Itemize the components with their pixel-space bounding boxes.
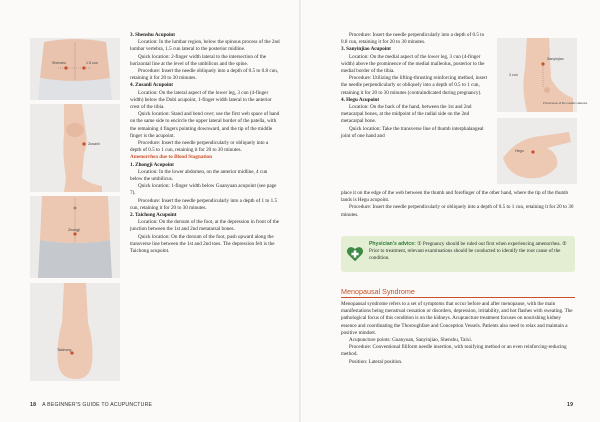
shenshu-quick-location: Quick location: 2-finger width lateral to the intersection of the horizontal line at the level of the umbilicus and the spine. [130,53,267,67]
heart-plus-icon [346,245,364,263]
taichong-fig-label: Taichong [57,348,72,352]
zusanli-quick-location: Quick location: Stand and bend over; use the first web space of hand on the same side to encircle the upper lateral border of the patella, with the remaining 4 fingers pointing downward, and the tip of the middle finger is the acupoint. [130,111,280,139]
leg-illustration [30,104,120,192]
figure-hand [497,118,577,184]
foot-illustration [30,283,120,381]
hegu-location: Location: On the back of the hand, between the 1st and 2nd metacarpal bones, at the midpoint of the radial side on the 2nd metacarpal bone. [341,104,472,125]
left-page-number: 18 [30,402,37,408]
lower-back-illustration [30,38,120,100]
figure-ankle [497,38,588,112]
shenshu-location: Location: In the lumbar region, below the spinous process of the 2nd lumbar vertebra, 1.5 cun lateral to the posterior midline. [130,39,280,53]
right-page-number: 19 [567,402,574,408]
shenshu-heading: 3. Shenshu Acupoint [130,32,176,38]
left-page [0,0,299,422]
sanyinjiao-procedure: Procedure: Utilizing the lifting-thrusting reinforcing method, insert the needle perpendicularly or obliquely into a depth of 0.5 to 1 cun, retaining it for 20 to 30 minutes (contraindicated during pregnancy). [341,75,488,96]
physician-advice-box [341,236,575,272]
hegu-fig-label: Hegu [515,149,524,153]
shenshu-fig-label: Shenshu [52,61,67,65]
hegu-heading: 4. Hegu Acupoint [341,96,380,103]
sanyinjiao-location: Location: On the medial aspect of the lower leg, 3 cun (4-finger width) above the prominence of the medial malleolus, posterior to the medial border of the tibia. [341,53,485,75]
left-text-column [130,32,280,255]
hegu-quick-location-start: Quick location: Take the transverse line of thumb interphalangeal joint of one hand and [341,125,484,139]
zhongji-location: Location: In the lower abdomen, on the anterior midline, 4 cun below the umbilicus. [130,168,268,183]
physician-advice-body: ① Pregnancy should be ruled out first when experiencing amenorrhea. ② Prior to treatment, relevant examinations should be conducted to identify the root cause of the condition. [369,241,567,261]
menopause-acupoints: Acupuncture points: Guanyuan, Sanyinjiao, Shenshu, Taixi. [349,337,473,344]
right-page [301,0,600,422]
menopause-procedure: Procedure: Conventional filiform needle insertion, with tonifying method or an even reinforcing-reducing method. [341,344,567,358]
abdomen-illustration [30,196,120,278]
zhongji-heading: 1. Zhongji Acupoint [130,161,174,168]
zusanli-fig-label: Zusanli [88,142,100,146]
sanyinjiao-heading: 3. Sanyinjiao Acupoint [341,46,391,53]
physician-advice-label: Physician's advice: [369,241,416,247]
shenshu-cun-label: 1.5 cun [86,61,98,65]
figure-lower-back [30,38,120,100]
zusanli-location: Location: On the lateral aspect of the lower leg, 3 cun (4-finger width) below the Dubi acupoint, 1-finger width lateral to the anterior crest of the tibia. [130,89,272,111]
malleolus-fig-label: Prominence of the medial malleolus [543,101,588,105]
taichong-quick-location: Quick location: On the dorsum of the foot, push upward along the transverse line between the 1st and 2nd toes. The depression felt is the Taichong acupoint. [130,233,275,255]
hegu-procedure: Procedure: Insert the needle perpendicularly or obliquely into a depth of 0.5 to 1 cun, retaining it for 20 to 30 minutes. [341,204,574,218]
menopause-text [341,301,575,366]
menopause-paragraph: Menopausal syndrome refers to a set of symptoms that occur before and after menopause, with the main manifestations being menstrual cessation or disorders, depression, irritability, and hot flashes with sweating. The pathological focus of this condition is on the kidneys. Acupuncture treatment focuses on nourishing kidney essence and coordinating the Thoroughfare and Conception Vessels. Patients also need to relax and maintain a positive mindset. [341,301,573,336]
left-page-footer [30,402,152,408]
taichong-heading: 2. Taichong Acupoint [130,212,177,219]
running-title: A BEGINNER'S GUIDE TO ACUPUNCTURE [42,402,153,408]
menopause-position: Position: Lateral position. [349,358,403,365]
blood-stagnation-heading: Amenorrhea due to Blood Stagnation [130,154,212,161]
figure-abdomen [30,196,120,278]
figure-foot [30,283,120,381]
right-text-column-wide [341,190,575,219]
sanyinjiao-fig-label: Sanyinjiao [547,57,564,61]
three-cun-fig-label: 3 cun [509,73,518,77]
hand-illustration [497,118,577,184]
taichong-procedure: Procedure: Insert the needle perpendicularly into a depth of 0.5 to 0.8 cun, retaining it for 20 to 30 minutes. [341,32,485,46]
taichong-location: Location: On the dorsum of the foot, at the depression in front of the junction between the 1st and 2nd metatarsal bones. [130,219,280,233]
figure-leg [30,104,120,192]
right-text-column-upper [341,32,491,140]
physician-advice-text [369,241,571,262]
zusanli-heading: 4. Zusanli Acupoint [130,82,173,89]
zhongji-procedure: Procedure: Insert the needle perpendicularly into a depth of 1 to 1.5 cun, retaining it for 20 to 30 minutes. [130,197,278,211]
zhongji-fig-label: Zhongji [68,228,80,232]
shenshu-procedure: Procedure: Insert the needle obliquely into a depth of 0.5 to 0.8 cun, retaining it for 20 to 30 minutes. [130,68,279,82]
hegu-quick-location-end: place it on the edge of the web between the thumb and forefinger of the other hand, where the tip of the thumb lands is Hegu acupoint. [341,190,569,204]
menopausal-syndrome-title: Menopausal Syndrome [341,287,415,296]
zusanli-procedure: Procedure: Insert the needle perpendicularly or obliquely into a depth of 0.5 to 1 cun, retaining it for 20 to 30 minutes. [130,140,269,154]
ankle-illustration [497,38,588,112]
section-rule [341,297,575,298]
zhongji-quick-location: Quick location: 1-finger width below Guanyuan acupoint (see page 7). [130,183,277,197]
